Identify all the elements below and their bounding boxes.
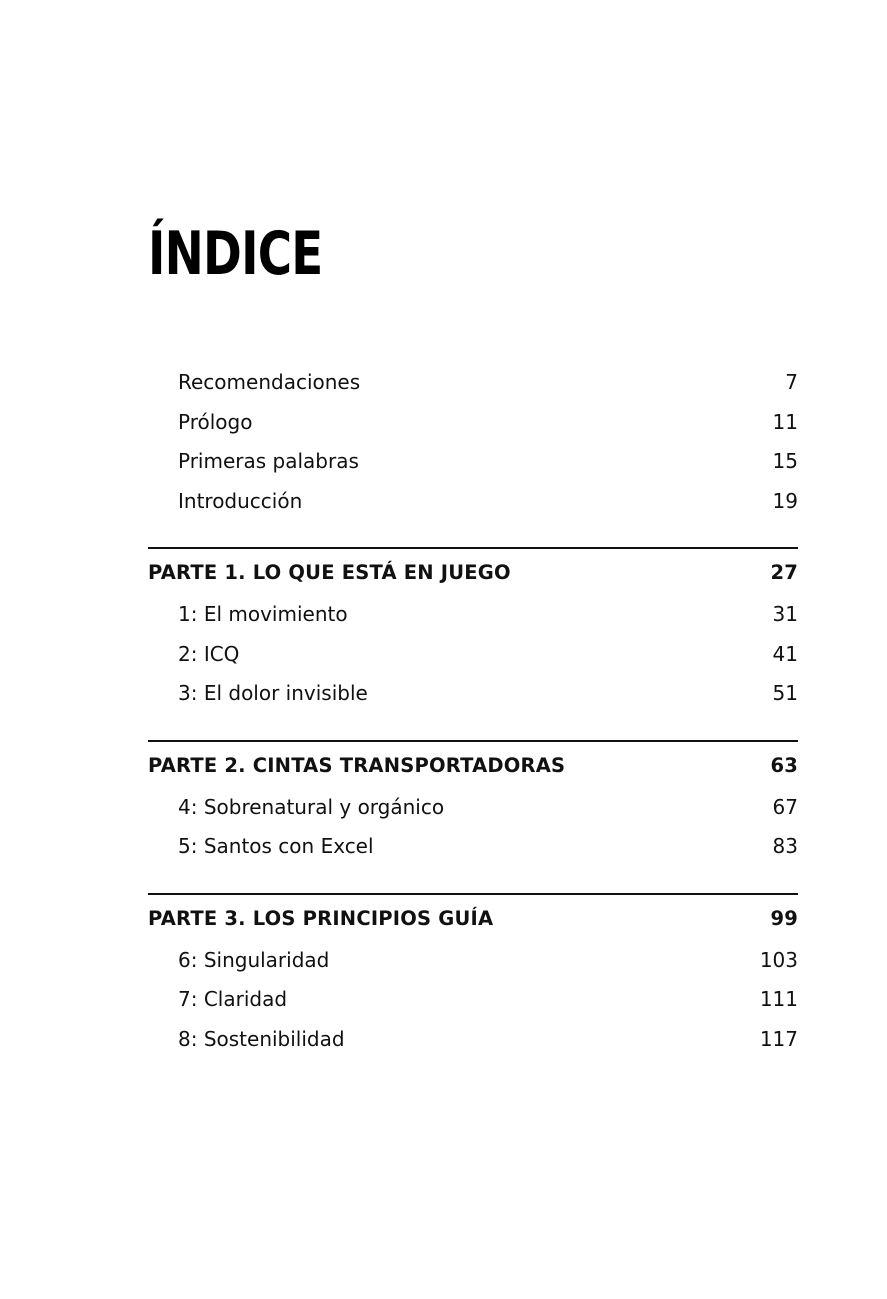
table-of-contents <box>148 363 798 1059</box>
part-page: 27 <box>770 561 798 584</box>
entry-page: 15 <box>772 449 798 473</box>
part-heading <box>148 551 798 595</box>
part-title: PARTE 1. LO QUE ESTÁ EN JUEGO <box>148 561 511 584</box>
toc-entry-chapter-6 <box>148 941 798 981</box>
part-1-section <box>148 547 798 714</box>
toc-entry-recomendaciones <box>148 363 798 403</box>
entry-title: 6: Singularidad <box>178 947 330 972</box>
toc-entry-prologo <box>148 403 798 443</box>
entry-title: 3: El dolor invisible <box>178 681 368 705</box>
entry-page: 19 <box>772 488 798 513</box>
entry-title: 4: Sobrenatural y orgánico <box>178 794 445 819</box>
part-page: 63 <box>770 753 798 777</box>
entry-page: 103 <box>759 947 798 972</box>
toc-entry-chapter-7 <box>148 980 798 1020</box>
part-page: 99 <box>770 906 798 930</box>
part-heading <box>148 744 798 788</box>
entry-title: 1: El movimiento <box>178 602 348 626</box>
page-title: ÍNDICE <box>148 219 323 289</box>
entry-page: 41 <box>772 641 798 666</box>
entry-title: 8: Sostenibilidad <box>178 1026 345 1051</box>
entry-page: 117 <box>759 1026 798 1051</box>
entry-page: 83 <box>772 834 798 858</box>
entry-page: 11 <box>772 409 798 434</box>
part-heading <box>148 897 798 941</box>
entry-title: Introducción <box>178 488 303 513</box>
entry-title: 2: ICQ <box>178 641 240 666</box>
toc-entry-primeras-palabras <box>148 442 798 482</box>
entry-page: 31 <box>772 602 798 626</box>
part-title: PARTE 3. LOS PRINCIPIOS GUÍA <box>148 906 494 930</box>
toc-entry-introduccion <box>148 482 798 522</box>
entry-title: 5: Santos con Excel <box>178 834 374 858</box>
entry-page: 67 <box>772 794 798 819</box>
entry-title: Prólogo <box>178 409 253 434</box>
entry-title: Recomendaciones <box>178 370 361 394</box>
part-2-section <box>148 740 798 867</box>
toc-entry-chapter-5 <box>148 827 798 867</box>
part-3-section <box>148 893 798 1060</box>
entry-page: 111 <box>759 987 798 1011</box>
part-title: PARTE 2. CINTAS TRANSPORTADORAS <box>148 753 566 777</box>
toc-entry-chapter-8 <box>148 1020 798 1060</box>
front-matter-list <box>148 363 798 521</box>
toc-entry-chapter-1 <box>148 595 798 635</box>
entry-title: Primeras palabras <box>178 449 359 473</box>
entry-page: 51 <box>772 681 798 705</box>
toc-entry-chapter-2 <box>148 635 798 675</box>
entry-page: 7 <box>785 370 798 394</box>
toc-entry-chapter-3 <box>148 674 798 714</box>
toc-entry-chapter-4 <box>148 788 798 828</box>
entry-title: 7: Claridad <box>178 987 288 1011</box>
